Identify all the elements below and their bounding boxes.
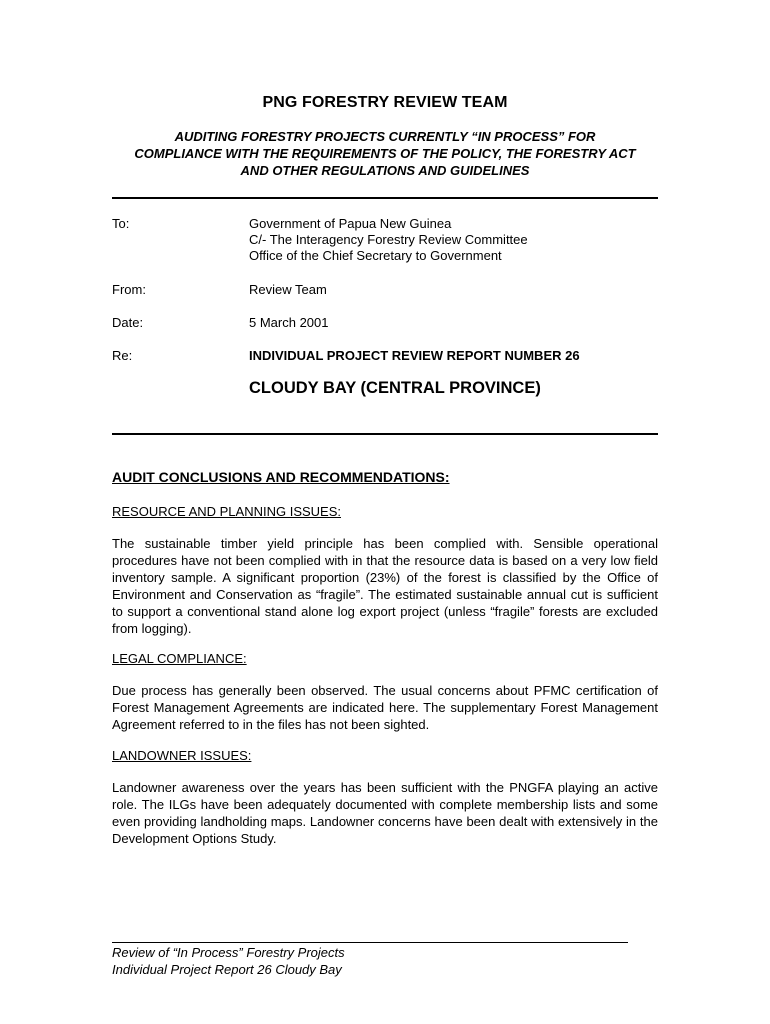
subtitle-line: COMPLIANCE WITH THE REQUIREMENTS OF THE POLICY, THE FORESTRY ACT	[134, 146, 636, 161]
bottom-divider	[112, 433, 658, 435]
section-text-resource: The sustainable timber yield principle has been complied with. Sensible operational procedures have not been complied with in that the resource data is based on a very low field inventory sample. A significant proportion (23%) of the forest is classified by the Office of Environment and Conservation as “fragile”. The estimated sustainable annual cut is sufficient to support a conventional stand alone log export project (unless “fragile” forests are excluded from logging).	[112, 536, 658, 636]
subtitle-line: AND OTHER REGULATIONS AND GUIDELINES	[240, 163, 530, 178]
to-label: To:	[112, 216, 130, 231]
section-heading-resource: RESOURCE AND PLANNING ISSUES:	[112, 504, 341, 519]
to-recipient	[249, 216, 528, 264]
subtitle-line: AUDITING FORESTRY PROJECTS CURRENTLY “IN PROCESS” FOR	[174, 129, 596, 144]
from-value: Review Team	[249, 282, 327, 297]
section-text-legal: Due process has generally been observed. The usual concerns about PFMC certification of Forest Management Agreements are indicated here. The supplementary Forest Management Agreement referred to in the files has not been sighted.	[112, 683, 658, 732]
section-main-heading: AUDIT CONCLUSIONS AND RECOMMENDATIONS:	[112, 469, 450, 485]
date-label: Date:	[112, 315, 144, 330]
footer-divider	[112, 942, 628, 943]
document-title: PNG FORESTRY REVIEW TEAM	[262, 94, 508, 111]
top-divider	[112, 197, 658, 199]
footer-line-2: Individual Project Report 26 Cloudy Bay	[112, 962, 342, 977]
to-line: Office of the Chief Secretary to Government	[249, 248, 502, 263]
section-heading-legal: LEGAL COMPLIANCE:	[112, 651, 247, 666]
footer-line-1: Review of “In Process” Forestry Projects	[112, 945, 345, 960]
to-line: C/- The Interagency Forestry Review Committee	[249, 232, 528, 247]
document-subtitle	[112, 128, 658, 179]
from-label: From:	[112, 282, 146, 297]
to-line: Government of Papua New Guinea	[249, 216, 452, 231]
date-value: 5 March 2001	[249, 315, 329, 330]
project-title: CLOUDY BAY (CENTRAL PROVINCE)	[249, 379, 541, 397]
section-text-landowner: Landowner awareness over the years has been sufficient with the PNGFA playing an active role. The ILGs have been adequately documented with complete membership lists and some even providing landholding maps. Landowner concerns have been dealt with extensively in the Development Options Study.	[112, 780, 658, 846]
re-value: INDIVIDUAL PROJECT REVIEW REPORT NUMBER 26	[249, 348, 580, 363]
section-heading-landowner: LANDOWNER ISSUES:	[112, 748, 252, 763]
re-label: Re:	[112, 348, 133, 363]
